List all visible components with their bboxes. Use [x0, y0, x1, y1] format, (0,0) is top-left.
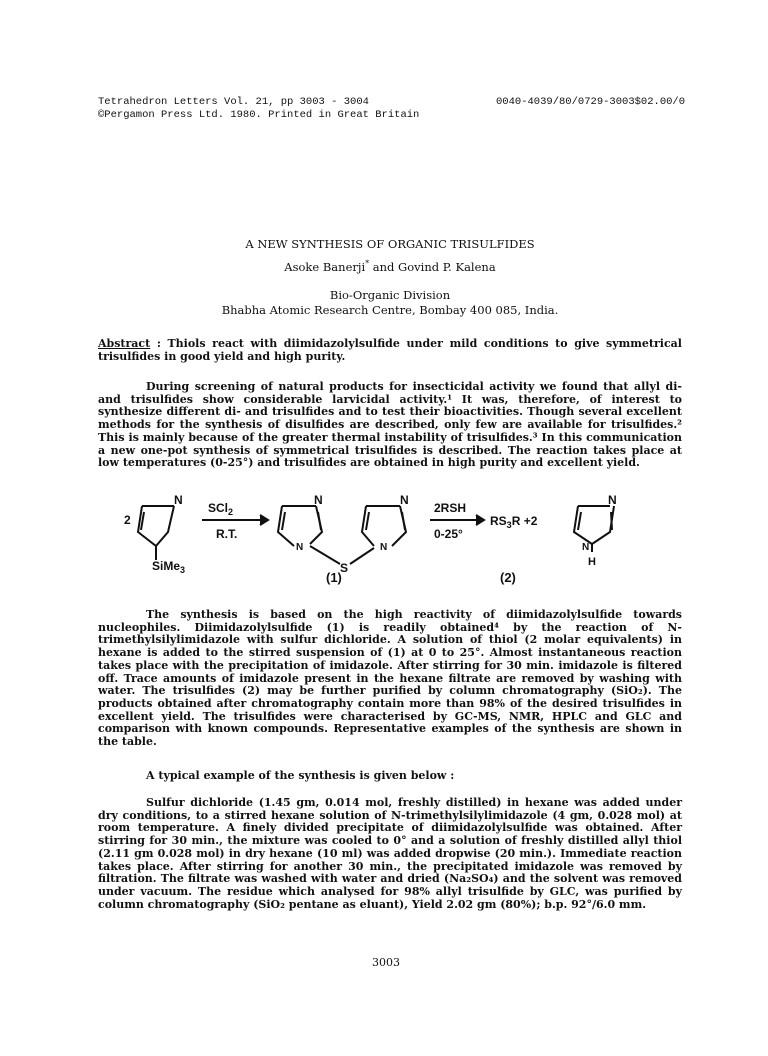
intro-text: During screening of natural products for insecticidal activity we found that allyl di- and trisulfides show considerable larvicidal activity.¹ It was, therefore, of interest to synthesize different di- and trisulfides and to test their bioactivities. Though several excellent methods for the synthesis of disulfides are described, only few are available for trisulfides.² This is mainly because of the greater thermal instability of trisulfides.³ In this communication a new one-pot synthesis of symmetrical trisulfides is described. The reaction takes place at low temperatures (0-25°) and trisulfides are obtained in high purity and excellent yield.	[98, 380, 682, 470]
body-paragraph-1	[98, 609, 682, 749]
example-heading: A typical example of the synthesis is given below :	[146, 769, 455, 782]
scheme-n-label: N	[174, 493, 183, 507]
scheme-n-label: N	[380, 542, 388, 553]
body-paragraph-2	[98, 797, 682, 911]
scheme-reagent-top: SCl$_2$	[208, 501, 234, 517]
compound-label-1: (1)	[326, 570, 342, 585]
copyright-line: ©Pergamon Press Ltd. 1980. Printed in Great Britain	[98, 109, 420, 121]
affiliation-address: Bhabha Atomic Research Centre, Bombay 400 085, India.	[221, 303, 559, 317]
scheme-reagent2-bottom: 0-25°	[434, 527, 463, 541]
journal-line: Tetrahedron Letters Vol. 21, pp 3003 - 3004	[98, 96, 369, 108]
article-code: 0040-4039/80/0729-3003$02.00/0	[496, 96, 686, 108]
abstract	[98, 338, 682, 363]
scheme-coefficient-1: 2	[124, 513, 131, 527]
scheme-n-label: N	[314, 493, 323, 507]
page-number: 3003	[372, 956, 400, 969]
body-text-1: The synthesis is based on the high reactivity of diimidazolylsulfide towards nucleophiles. Diimidazolylsulfide (1) is readily obtained⁴ by the reaction of N-trimethylsilylimidazole with sulfur dichloride. A solution of thiol (2 molar equivalents) in hexane is added to the stirred suspension of (1) at 0 to 25°. Almost instantaneous reaction takes place with the precipitation of imidazole. After stirring for 30 min. imidazole is filtered off. Trace amounts of imidazole present in the hexane filtrate are removed by washing with water. The trisulfides (2) may be further purified by column chromatography (SiO₂). The products obtained after chromatography contain more than 98% of the desired trisulfides in excellent yield. The trisulfides were characterised by GC-MS, NMR, HPLC and GLC and comparison with known compounds. Representative examples of the synthesis are shown in the table.	[98, 608, 682, 749]
reaction-scheme	[110, 488, 670, 590]
abstract-label: Abstract	[98, 337, 151, 350]
scheme-nh-label: H	[588, 556, 596, 568]
abstract-text: : Thiols react with diimidazolylsulfide under mild conditions to give symmetrical trisulfides in good yield and high purity.	[98, 337, 682, 363]
example-heading-block	[98, 770, 682, 783]
affiliation-division: Bio-Organic Division	[329, 288, 451, 302]
scheme-n-label: N	[400, 493, 409, 507]
scheme-sime3: SiMe$_3$	[152, 559, 186, 575]
author-star: *	[365, 259, 370, 268]
scheme-n-label: N	[296, 542, 304, 553]
scheme-reagent2-top: 2RSH	[434, 501, 467, 515]
scheme-product: $RS_3R +2$	[490, 514, 538, 530]
scheme-s-label: S	[340, 561, 349, 575]
paper-title: A NEW SYNTHESIS OF ORGANIC TRISULFIDES	[245, 237, 535, 251]
scheme-n-label: N	[582, 542, 590, 553]
scheme-reagent-bottom: R.T.	[216, 527, 238, 541]
body-text-2: Sulfur dichloride (1.45 gm, 0.014 mol, freshly distilled) in hexane was added under dry conditions, to a stirred hexane solution of N-trimethylsilylimidazole (4 gm, 0.028 mol) at room temperature. A finely divided precipitate of diimidazolylsulfide was obtained. After stirring for 30 min., the mixture was cooled to 0° and a solution of freshly distilled allyl thiol (2.11 gm 0.028 mol) in dry hexane (10 ml) was added dropwise (20 min.). Immediate reaction takes place. After stirring for another 30 min., the precipitated imidazole was removed by filtration. The filtrate was washed with water and dried (Na₂SO₄) and the solvent was removed under vacuum. The residue which analysed for 98% allyl trisulfide by GLC, was purified by column chromatography (SiO₂ pentane as eluant), Yield 2.02 gm (80%); b.p. 92°/6.0 mm.	[98, 796, 682, 911]
intro-paragraph	[98, 381, 682, 470]
scheme-n-label: N	[608, 493, 617, 507]
compound-label-2: (2)	[500, 570, 516, 585]
author-names-pre: Asoke Banerji	[284, 259, 366, 274]
author-names-post: and Govind P. Kalena	[369, 259, 496, 274]
authors	[98, 258, 682, 273]
